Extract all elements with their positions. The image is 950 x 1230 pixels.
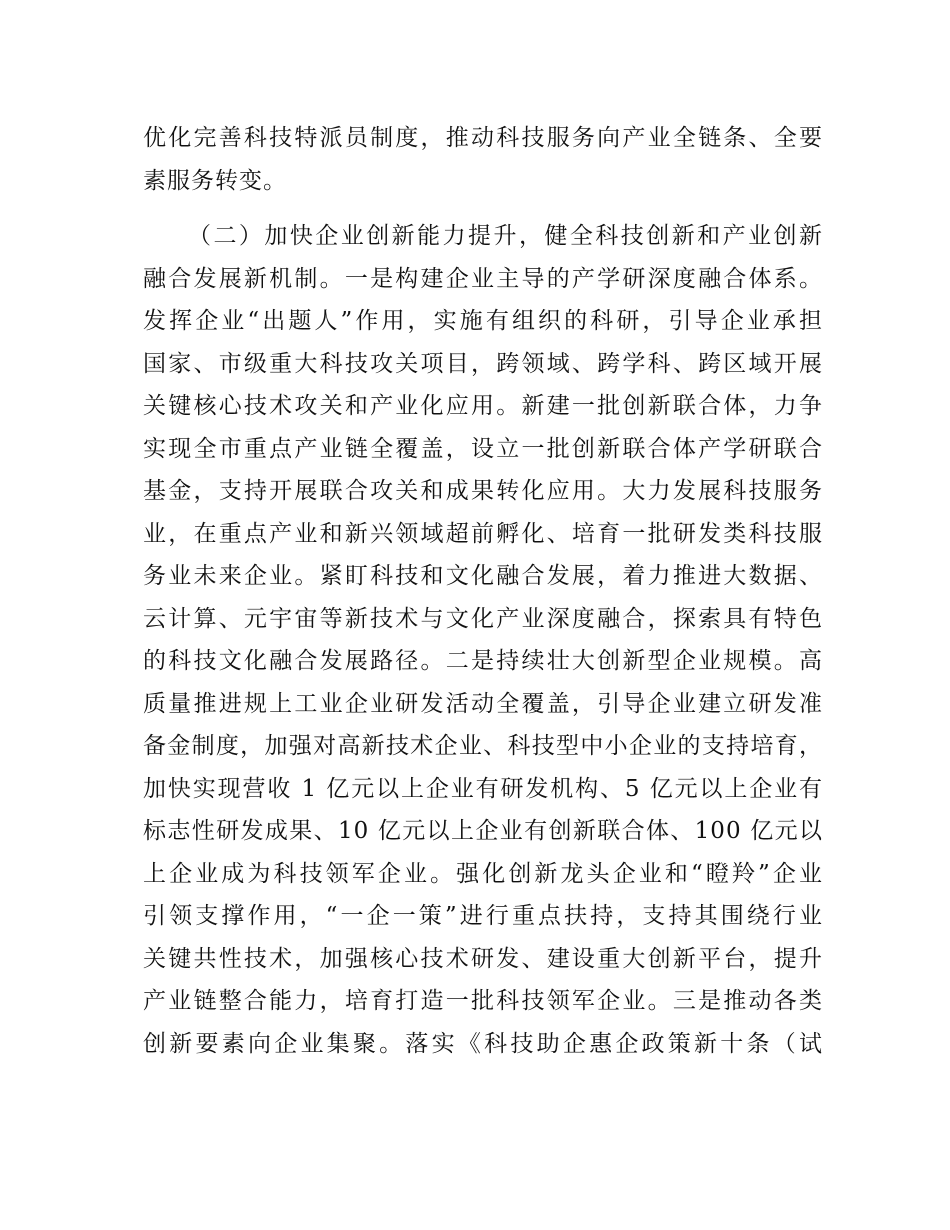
text-line: 的科技文化融合发展路径。二是持续壮大创新型企业规模。高 [143,648,823,674]
text-line: 关键共性技术，加强核心技术研发、建设重大创新平台，提升 [143,946,823,972]
text-line: 加快实现营收 1 亿元以上企业有研发机构、5 亿元以上企业有 [143,776,823,802]
text-line: 务业未来企业。紧盯科技和文化融合发展，着力推进大数据、 [143,563,823,589]
text-line: 引领支撑作用，“一企一策”进行重点扶持，支持其围绕行业 [143,903,823,929]
text-line: 质量推进规上工业企业研发活动全覆盖，引导企业建立研发准 [143,691,823,717]
paragraph-start-line: （二）加快企业创新能力提升，健全科技创新和产业创新 [188,223,823,249]
text-line: 国家、市级重大科技攻关项目，跨领域、跨学科、跨区域开展 [143,351,823,377]
text-line: 融合发展新机制。一是构建企业主导的产学研深度融合体系。 [143,266,823,292]
text-line: 优化完善科技特派员制度，推动科技服务向产业全链条、全要 [143,125,823,151]
text-line: 标志性研发成果、10 亿元以上企业有创新联合体、100 亿元以 [143,818,823,844]
text-line: 发挥企业“出题人”作用，实施有组织的科研，引导企业承担 [143,308,823,334]
text-line: 上企业成为科技领军企业。强化创新龙头企业和“瞪羚”企业 [143,861,823,887]
text-line: 产业链整合能力，培育打造一批科技领军企业。三是推动各类 [143,988,823,1014]
text-line: 关键核心技术攻关和产业化应用。新建一批创新联合体，力争 [143,393,823,419]
text-line: 基金，支持开展联合攻关和成果转化应用。大力发展科技服务 [143,478,823,504]
text-line: 云计算、元宇宙等新技术与文化产业深度融合，探索具有特色 [143,606,823,632]
text-line: 实现全市重点产业链全覆盖，设立一批创新联合体产学研联合 [143,436,823,462]
text-line: 备金制度，加强对高新技术企业、科技型中小企业的支持培育， [143,733,823,759]
text-line: 创新要素向企业集聚。落实《科技助企惠企政策新十条（试 [143,1031,823,1057]
text-line: 素服务转变。 [143,168,287,194]
text-line: 业，在重点产业和新兴领域超前孵化、培育一批研发类科技服 [143,521,823,547]
